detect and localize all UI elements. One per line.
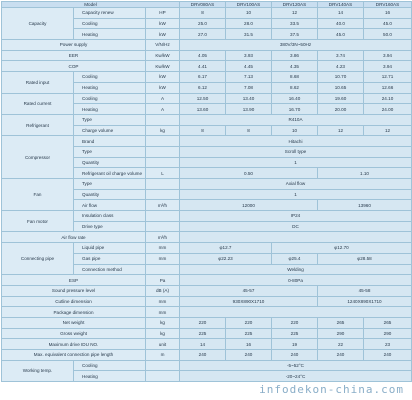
value-cell: 12.66 bbox=[364, 82, 412, 93]
parameter-name: Working temp. bbox=[2, 360, 74, 381]
value-cell: 225 bbox=[272, 328, 318, 339]
parameter-name: Power supply bbox=[2, 40, 146, 51]
value-cell: Welding bbox=[180, 264, 412, 275]
value-cell: 45.0 bbox=[318, 29, 364, 40]
table-row bbox=[2, 93, 412, 104]
parameter-subname: Liquid pipe bbox=[74, 243, 146, 254]
unit-cell: mm bbox=[146, 307, 180, 318]
value-cell: 16 bbox=[364, 8, 412, 19]
value-cell: 45.0 bbox=[364, 18, 412, 29]
value-cell: 10.70 bbox=[318, 72, 364, 83]
model-header-cell: DRV140AS bbox=[318, 2, 364, 8]
table-row bbox=[2, 307, 412, 318]
value-cell: Scroll type bbox=[180, 146, 412, 157]
value-cell: 16 bbox=[226, 339, 272, 350]
parameter-name: EER bbox=[2, 50, 146, 61]
value-cell: 220 bbox=[180, 317, 226, 328]
parameter-name: COP bbox=[2, 61, 146, 72]
unit-cell: dB (A) bbox=[146, 285, 180, 296]
value-cell: 3.93 bbox=[226, 50, 272, 61]
value-cell: 13.90 bbox=[226, 104, 272, 115]
value-cell: 265 bbox=[318, 317, 364, 328]
unit-cell: HP bbox=[146, 8, 180, 19]
value-cell: 8 bbox=[180, 8, 226, 19]
parameter-name: Package dimension bbox=[2, 307, 146, 318]
unit-cell: kW bbox=[146, 29, 180, 40]
unit-cell: mm bbox=[146, 253, 180, 264]
parameter-name: Rated current bbox=[2, 93, 74, 114]
value-cell: 12 bbox=[364, 125, 412, 136]
value-cell: 4.35 bbox=[272, 61, 318, 72]
unit-cell: Kw/kW bbox=[146, 50, 180, 61]
value-cell: φ22.23 bbox=[180, 253, 272, 264]
value-cell: 24.10 bbox=[364, 93, 412, 104]
table-row bbox=[2, 179, 412, 190]
value-cell: 12.50 bbox=[180, 93, 226, 104]
parameter-subname: Drive type bbox=[74, 221, 146, 232]
table-row bbox=[2, 61, 412, 72]
unit-cell: kW bbox=[146, 72, 180, 83]
parameter-name: Air flow rate bbox=[2, 232, 146, 243]
value-cell: 4.23 bbox=[318, 61, 364, 72]
parameter-subname: Type bbox=[74, 114, 146, 125]
unit-cell: m³/h bbox=[146, 232, 180, 243]
unit-cell: V/N/Hz bbox=[146, 40, 180, 51]
parameter-name: Max. equivalent connection pipe length bbox=[2, 350, 146, 361]
value-cell: 3.94 bbox=[364, 50, 412, 61]
value-cell: 14 bbox=[180, 339, 226, 350]
value-cell: φ12.7 bbox=[180, 243, 272, 254]
value-cell: 240 bbox=[318, 350, 364, 361]
model-header-cell: DRV120AS bbox=[272, 2, 318, 8]
value-cell: φ12.70 bbox=[272, 243, 412, 254]
value-cell: 1240X890X1710 bbox=[318, 296, 412, 307]
unit-cell: mm bbox=[146, 296, 180, 307]
unit-cell bbox=[146, 146, 180, 157]
unit-cell bbox=[146, 114, 180, 125]
value-cell: 10 bbox=[272, 125, 318, 136]
parameter-subname: Cooling bbox=[74, 72, 146, 83]
parameter-subname: Heating bbox=[74, 104, 146, 115]
value-cell: 33.5 bbox=[272, 18, 318, 29]
unit-cell: A bbox=[146, 93, 180, 104]
table-row bbox=[2, 296, 412, 307]
unit-cell bbox=[146, 264, 180, 275]
value-cell: 240 bbox=[180, 350, 226, 361]
value-cell: 14 bbox=[318, 8, 364, 19]
parameter-subname: Cooling bbox=[74, 93, 146, 104]
value-cell: Hitachi bbox=[180, 136, 412, 147]
value-cell: 25.0 bbox=[180, 18, 226, 29]
value-cell: 1 bbox=[180, 189, 412, 200]
parameter-subname: Cooling bbox=[74, 18, 146, 29]
unit-cell: Pa bbox=[146, 275, 180, 286]
parameter-name: Gross weight bbox=[2, 328, 146, 339]
table-row bbox=[2, 317, 412, 328]
value-cell: 27.0 bbox=[180, 29, 226, 40]
value-cell: 12 bbox=[272, 8, 318, 19]
value-cell: 50.0 bbox=[364, 29, 412, 40]
parameter-subname: Quantity bbox=[74, 189, 146, 200]
parameter-name: Net weight bbox=[2, 317, 146, 328]
value-cell bbox=[180, 307, 412, 318]
value-cell: Axial flow bbox=[180, 179, 412, 190]
value-cell: 7.13 bbox=[226, 72, 272, 83]
parameter-subname: Brand bbox=[74, 136, 146, 147]
value-cell: 265 bbox=[364, 317, 412, 328]
table-row bbox=[2, 114, 412, 125]
table-row bbox=[2, 8, 412, 19]
parameter-subname: Quantity bbox=[74, 157, 146, 168]
value-cell: 37.5 bbox=[272, 29, 318, 40]
value-cell: 0.50 bbox=[180, 168, 318, 179]
unit-cell: L bbox=[146, 168, 180, 179]
value-cell: 4.45 bbox=[226, 61, 272, 72]
value-cell: 6.17 bbox=[180, 72, 226, 83]
value-cell: 290 bbox=[318, 328, 364, 339]
unit-cell bbox=[146, 157, 180, 168]
parameter-name: Fan bbox=[2, 179, 74, 211]
table-row bbox=[2, 40, 412, 51]
value-cell: 4.41 bbox=[180, 61, 226, 72]
parameter-name: Maximum drive IDU NO. bbox=[2, 339, 146, 350]
value-cell: R410A bbox=[180, 114, 412, 125]
value-cell: -20~24°C bbox=[180, 371, 412, 382]
unit-cell: A bbox=[146, 104, 180, 115]
parameter-subname: Connection method bbox=[74, 264, 146, 275]
parameter-name: Connecting pipe bbox=[2, 243, 74, 275]
unit-cell: m³/h bbox=[146, 200, 180, 211]
unit-cell: Kw/kW bbox=[146, 61, 180, 72]
parameter-name: Sound pressure level bbox=[2, 285, 146, 296]
value-cell: φ25.4 bbox=[272, 253, 318, 264]
value-cell: 8.68 bbox=[272, 72, 318, 83]
parameter-subname: Capacity renew bbox=[74, 8, 146, 19]
value-cell: φ28.58 bbox=[318, 253, 412, 264]
table-row bbox=[2, 360, 412, 371]
parameter-subname: Type bbox=[74, 146, 146, 157]
unit-cell: mm bbox=[146, 243, 180, 254]
parameter-subname: Heating bbox=[74, 29, 146, 40]
value-cell: 12000 bbox=[180, 200, 318, 211]
value-cell: 225 bbox=[226, 328, 272, 339]
value-cell: 10.65 bbox=[318, 82, 364, 93]
table-row bbox=[2, 211, 412, 222]
value-cell: 19.60 bbox=[318, 93, 364, 104]
unit-cell bbox=[146, 221, 180, 232]
unit-cell bbox=[146, 179, 180, 190]
value-cell: 4.05 bbox=[180, 50, 226, 61]
unit-cell bbox=[146, 211, 180, 222]
value-cell: 8 bbox=[226, 125, 272, 136]
value-cell: 13.40 bbox=[226, 93, 272, 104]
value-cell: 930X890X1710 bbox=[180, 296, 318, 307]
value-cell: 19 bbox=[272, 339, 318, 350]
unit-cell: kg bbox=[146, 328, 180, 339]
spec-table bbox=[1, 1, 412, 382]
table-row bbox=[2, 72, 412, 83]
value-cell: 31.5 bbox=[226, 29, 272, 40]
value-cell: 225 bbox=[180, 328, 226, 339]
value-cell: DC bbox=[180, 221, 412, 232]
value-cell: 28.0 bbox=[226, 18, 272, 29]
table-row bbox=[2, 243, 412, 254]
value-cell: 380V/3N~50Hz bbox=[180, 40, 412, 51]
table-row bbox=[2, 328, 412, 339]
value-cell: 1 bbox=[180, 157, 412, 168]
parameter-subname: Gas pipe bbox=[74, 253, 146, 264]
parameter-name: ESP bbox=[2, 275, 146, 286]
value-cell: 7.08 bbox=[226, 82, 272, 93]
value-cell: 12.71 bbox=[364, 72, 412, 83]
value-cell: -5~52°C bbox=[180, 360, 412, 371]
value-cell: IP24 bbox=[180, 211, 412, 222]
model-header-label: Model bbox=[2, 2, 180, 8]
value-cell: 10 bbox=[226, 8, 272, 19]
table-row bbox=[2, 50, 412, 61]
unit-cell bbox=[146, 136, 180, 147]
model-header-cell: DRV080AS bbox=[180, 2, 226, 8]
value-cell: 8.62 bbox=[272, 82, 318, 93]
table-row bbox=[2, 285, 412, 296]
value-cell: 45-57 bbox=[180, 285, 318, 296]
parameter-name: Fan motor bbox=[2, 211, 74, 232]
model-header-cell: DRV160AS bbox=[364, 2, 412, 8]
value-cell: 40.0 bbox=[318, 18, 364, 29]
value-cell: 45-58 bbox=[318, 285, 412, 296]
value-cell: 20.00 bbox=[318, 104, 364, 115]
unit-cell: kg bbox=[146, 125, 180, 136]
value-cell: 240 bbox=[226, 350, 272, 361]
parameter-subname: Insulation class bbox=[74, 211, 146, 222]
unit-cell bbox=[146, 189, 180, 200]
table-row bbox=[2, 136, 412, 147]
unit-cell bbox=[146, 360, 180, 371]
value-cell: 3.94 bbox=[364, 61, 412, 72]
parameter-name: Refrigerant bbox=[2, 114, 74, 135]
parameter-name: Rated input bbox=[2, 72, 74, 93]
table-row bbox=[2, 350, 412, 361]
unit-cell bbox=[146, 371, 180, 382]
parameter-subname: Charge volume bbox=[74, 125, 146, 136]
parameter-name: Capacity bbox=[2, 8, 74, 40]
value-cell bbox=[180, 232, 412, 243]
table-row bbox=[2, 275, 412, 286]
parameter-name: Cutline dimension bbox=[2, 296, 146, 307]
watermark: infodekon-china.com bbox=[259, 383, 404, 396]
value-cell: 240 bbox=[364, 350, 412, 361]
value-cell: 1.10 bbox=[318, 168, 412, 179]
unit-cell: kW bbox=[146, 18, 180, 29]
parameter-subname: Heating bbox=[74, 82, 146, 93]
value-cell: 220 bbox=[272, 317, 318, 328]
parameter-subname: Heating bbox=[74, 371, 146, 382]
value-cell: 3.74 bbox=[318, 50, 364, 61]
value-cell: 3.86 bbox=[272, 50, 318, 61]
parameter-name: Compressor bbox=[2, 136, 74, 179]
value-cell: 16.70 bbox=[272, 104, 318, 115]
parameter-subname: Type bbox=[74, 179, 146, 190]
value-cell: 24.00 bbox=[364, 104, 412, 115]
table-row bbox=[2, 339, 412, 350]
value-cell: 240 bbox=[272, 350, 318, 361]
parameter-subname: Air flow bbox=[74, 200, 146, 211]
value-cell: 13.60 bbox=[180, 104, 226, 115]
unit-cell: kg bbox=[146, 317, 180, 328]
parameter-subname: Refrigerant oil charge volume bbox=[74, 168, 146, 179]
value-cell: 0-80Pa bbox=[180, 275, 412, 286]
value-cell: 12 bbox=[318, 125, 364, 136]
unit-cell: unit bbox=[146, 339, 180, 350]
unit-cell: m bbox=[146, 350, 180, 361]
value-cell: 23 bbox=[364, 339, 412, 350]
table-row bbox=[2, 232, 412, 243]
value-cell: 8 bbox=[180, 125, 226, 136]
value-cell: 22 bbox=[318, 339, 364, 350]
value-cell: 220 bbox=[226, 317, 272, 328]
value-cell: 6.12 bbox=[180, 82, 226, 93]
unit-cell: kW bbox=[146, 82, 180, 93]
value-cell: 16.40 bbox=[272, 93, 318, 104]
parameter-subname: Cooling bbox=[74, 360, 146, 371]
value-cell: 290 bbox=[364, 328, 412, 339]
value-cell: 13960 bbox=[318, 200, 412, 211]
model-header-cell: DRV100AS bbox=[226, 2, 272, 8]
